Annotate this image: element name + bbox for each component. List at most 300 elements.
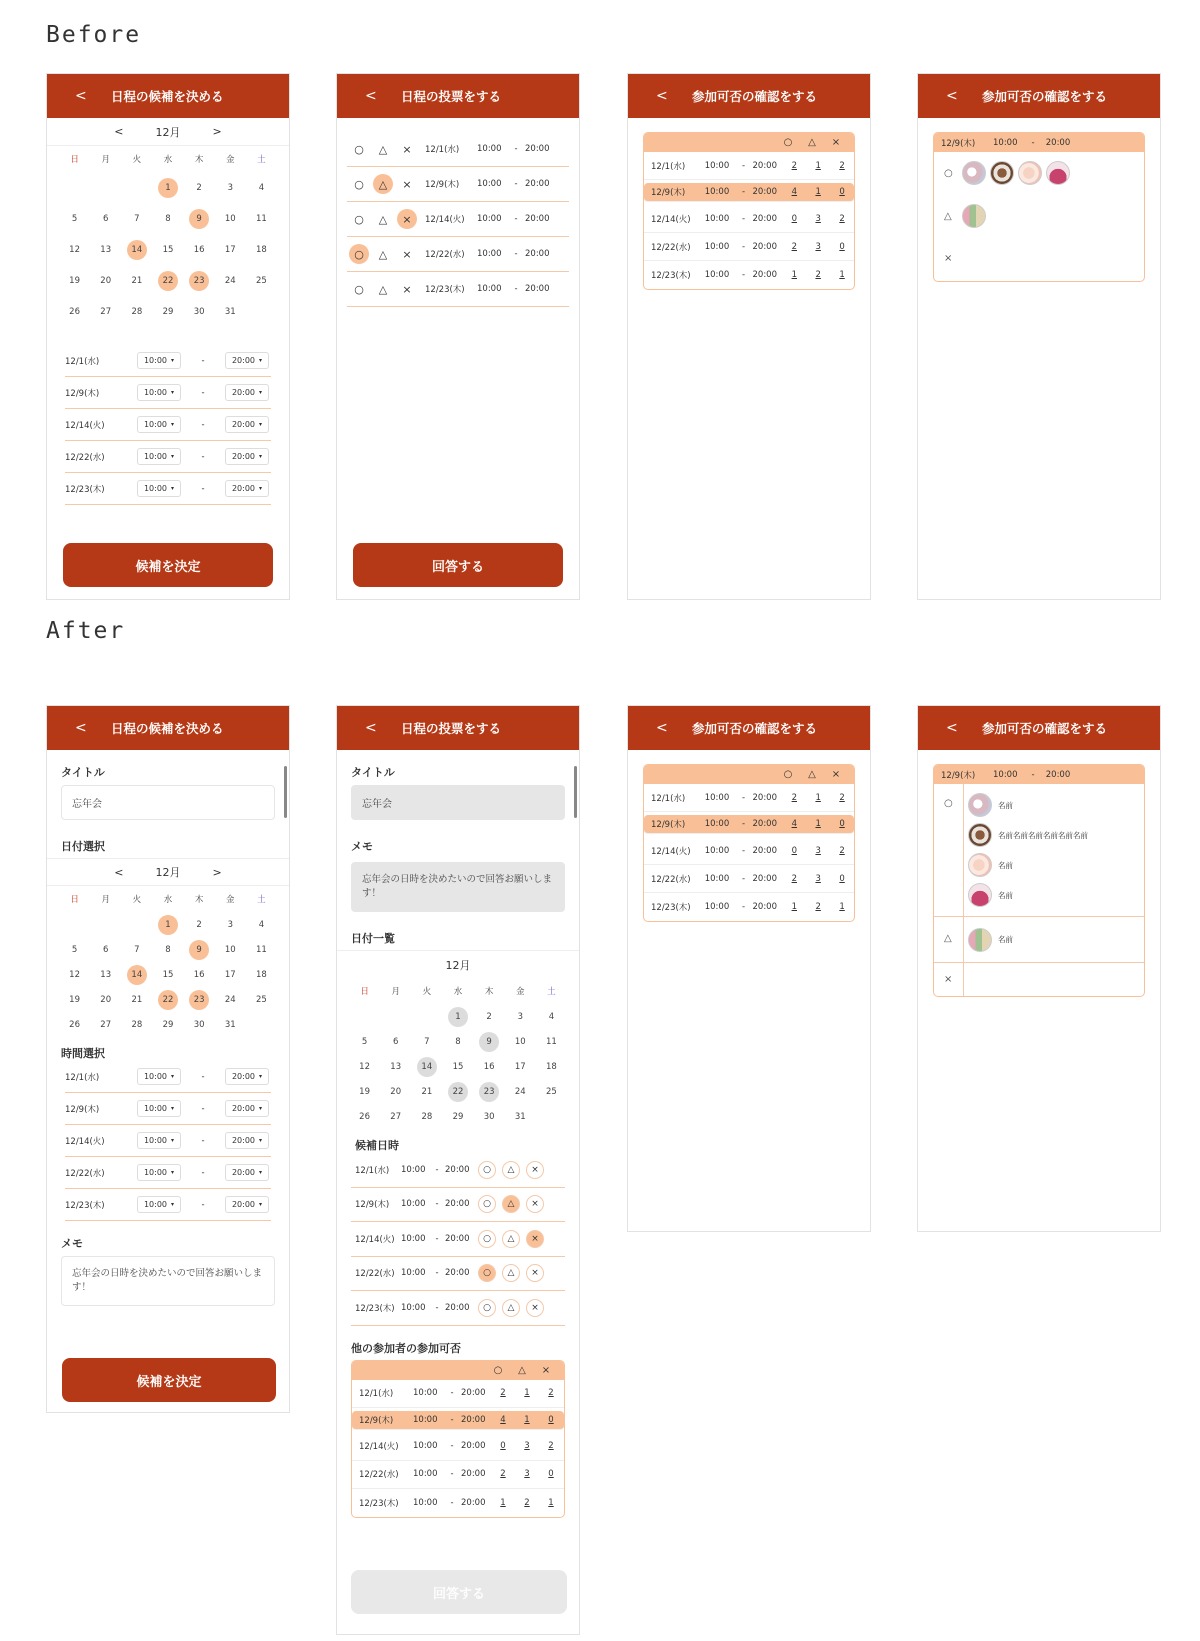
calendar-day[interactable]: 9 bbox=[184, 203, 215, 234]
ng-count[interactable]: 2 bbox=[548, 1441, 554, 1451]
vote-row bbox=[351, 1291, 565, 1326]
calendar-day[interactable]: 24 bbox=[224, 994, 236, 1005]
calendar-day[interactable]: 29 bbox=[452, 1111, 464, 1122]
ok-vote-button[interactable]: ○ bbox=[475, 1228, 499, 1250]
attendee bbox=[968, 820, 1088, 850]
end-time-select[interactable] bbox=[225, 1132, 269, 1149]
calendar-day[interactable]: 14 bbox=[411, 1054, 442, 1079]
ng-count[interactable]: 2 bbox=[839, 160, 845, 171]
calendar-day[interactable]: 7 bbox=[134, 944, 140, 955]
maybe-count[interactable]: 1 bbox=[815, 160, 821, 171]
start-time: 10:00 bbox=[704, 241, 730, 252]
after-check-screen bbox=[627, 705, 871, 1232]
calendar-day[interactable]: 7 bbox=[424, 1036, 430, 1047]
start-time-select[interactable] bbox=[137, 480, 181, 497]
calendar-day[interactable]: 26 bbox=[359, 1111, 370, 1122]
calendar-day[interactable]: 16 bbox=[483, 1061, 495, 1072]
start-time-select[interactable] bbox=[137, 352, 181, 369]
ok-vote-button[interactable]: ○ bbox=[354, 177, 364, 191]
calendar-day[interactable]: 21 bbox=[131, 275, 143, 286]
maybe-count[interactable]: 3 bbox=[815, 845, 821, 856]
calendar-day[interactable]: 3 bbox=[227, 919, 233, 930]
calendar-day[interactable]: 21 bbox=[421, 1086, 433, 1097]
ng-vote-button[interactable]: × bbox=[523, 1228, 547, 1250]
dash: - bbox=[450, 1388, 454, 1398]
dash: - bbox=[201, 1199, 205, 1210]
maybe-mark: △ bbox=[808, 769, 816, 780]
calendar-day[interactable]: 25 bbox=[546, 1086, 557, 1097]
start-time: 10:00 bbox=[704, 819, 730, 829]
avatar bbox=[962, 161, 986, 185]
time-select-label: 時間選択 bbox=[61, 1047, 105, 1060]
ng-count[interactable]: 1 bbox=[548, 1497, 554, 1508]
calendar-day[interactable]: 1 bbox=[152, 172, 183, 203]
calendar-day[interactable]: 16 bbox=[193, 969, 205, 980]
start-time-select[interactable] bbox=[137, 1164, 181, 1181]
ok-vote-button[interactable]: ○ bbox=[475, 1159, 499, 1181]
dash: - bbox=[201, 451, 205, 462]
dash: - bbox=[742, 160, 746, 171]
calendar-day[interactable]: 14 bbox=[121, 234, 152, 265]
end-time: 20:00 bbox=[461, 1497, 486, 1508]
calendar-day[interactable]: 6 bbox=[393, 1036, 399, 1047]
calendar-day[interactable]: 6 bbox=[103, 213, 109, 224]
row-date: 12/23(木) bbox=[355, 1303, 395, 1314]
calendar-day[interactable]: 8 bbox=[165, 944, 171, 955]
scrollbar[interactable] bbox=[284, 766, 287, 818]
calendar-day[interactable]: 22 bbox=[152, 987, 183, 1012]
vote-row bbox=[351, 1257, 565, 1292]
month-label: 12月 bbox=[155, 125, 181, 139]
avatar bbox=[968, 928, 992, 952]
start-time: 10:00 bbox=[413, 1388, 438, 1398]
end-time-select[interactable] bbox=[225, 416, 269, 433]
vote-row bbox=[351, 1153, 565, 1188]
start-time: 10:00 bbox=[993, 137, 1018, 148]
calendar-day[interactable]: 10 bbox=[514, 1036, 526, 1047]
memo-input[interactable]: 忘年会の日時を決めたいので回答お願いします！ bbox=[61, 1256, 275, 1306]
start-time-select[interactable] bbox=[137, 1132, 181, 1149]
row-date: 12/9(木) bbox=[65, 1104, 100, 1115]
dash: - bbox=[201, 387, 205, 398]
calendar-day[interactable]: 20 bbox=[390, 1086, 402, 1097]
maybe-vote-button[interactable]: △ bbox=[499, 1228, 523, 1250]
calendar-day[interactable]: 24 bbox=[224, 275, 236, 286]
chevron-left-icon[interactable]: < bbox=[75, 88, 87, 104]
calendar-day[interactable]: 12 bbox=[359, 1061, 370, 1072]
calendar-day[interactable]: 20 bbox=[100, 994, 112, 1005]
calendar-day[interactable]: 31 bbox=[224, 306, 236, 317]
calendar-day[interactable]: 5 bbox=[71, 213, 78, 224]
next-month-button[interactable]: > bbox=[212, 125, 222, 138]
calendar-day[interactable]: 4 bbox=[258, 919, 265, 930]
calendar-day[interactable]: 17 bbox=[224, 969, 236, 980]
calendar-day[interactable]: 19 bbox=[69, 275, 80, 286]
calendar-day[interactable]: 2 bbox=[486, 1011, 492, 1022]
end-time: 20:00 bbox=[1045, 137, 1071, 148]
maybe-vote-button[interactable]: △ bbox=[499, 1262, 523, 1284]
ok-count[interactable]: 2 bbox=[791, 241, 797, 252]
ng-vote-button[interactable]: × bbox=[523, 1159, 547, 1181]
ok-count[interactable]: 2 bbox=[791, 873, 797, 884]
maybe-count[interactable]: 2 bbox=[524, 1497, 530, 1508]
tally-row[interactable] bbox=[352, 1433, 564, 1461]
before-decide-screen bbox=[46, 73, 290, 600]
ok-count[interactable]: 2 bbox=[500, 1469, 506, 1479]
avatar bbox=[962, 204, 986, 228]
end-time-select[interactable] bbox=[225, 1164, 269, 1181]
calendar-day[interactable]: 29 bbox=[162, 306, 174, 317]
calendar-day[interactable]: 12 bbox=[69, 244, 80, 255]
start-time: 10:00 bbox=[413, 1441, 438, 1451]
calendar-day[interactable]: 1 bbox=[442, 1004, 473, 1029]
calendar-day[interactable]: 23 bbox=[184, 265, 215, 296]
start-time-select[interactable] bbox=[137, 384, 181, 401]
tally-row[interactable] bbox=[644, 893, 854, 921]
vote-row bbox=[347, 167, 569, 202]
dash: - bbox=[742, 792, 746, 803]
attendee bbox=[968, 880, 1088, 910]
calendar-day[interactable]: 16 bbox=[193, 244, 205, 255]
start-time-select[interactable] bbox=[137, 448, 181, 465]
maybe-count[interactable]: 3 bbox=[815, 213, 821, 224]
calendar-day[interactable]: 9 bbox=[184, 937, 215, 962]
calendar-day[interactable]: 17 bbox=[514, 1061, 526, 1072]
tally-row[interactable] bbox=[352, 1380, 564, 1408]
calendar-day[interactable]: 28 bbox=[131, 1019, 143, 1030]
calendar-day[interactable]: 5 bbox=[361, 1036, 368, 1047]
end-time-select[interactable] bbox=[225, 480, 269, 497]
row-date: 12/9(木) bbox=[651, 188, 686, 198]
calendar-day[interactable]: 13 bbox=[100, 244, 112, 255]
maybe-vote-button[interactable]: △ bbox=[378, 247, 388, 261]
ok-count[interactable]: 0 bbox=[791, 845, 797, 856]
ng-vote-button[interactable]: × bbox=[523, 1193, 547, 1215]
ok-row bbox=[934, 784, 1144, 917]
tally-row[interactable] bbox=[644, 837, 854, 865]
chevron-left-icon[interactable]: < bbox=[365, 88, 377, 104]
start-time-select[interactable] bbox=[137, 1100, 181, 1117]
end-time: 20:00 bbox=[461, 1469, 486, 1479]
row-date: 12/22(水) bbox=[425, 250, 465, 260]
chevron-left-icon[interactable]: < bbox=[946, 720, 958, 736]
ok-count[interactable]: 1 bbox=[791, 902, 797, 912]
ng-count[interactable]: 0 bbox=[839, 187, 845, 197]
scrollbar[interactable] bbox=[574, 766, 577, 818]
maybe-count[interactable]: 3 bbox=[524, 1441, 530, 1451]
calendar-day[interactable]: 28 bbox=[131, 306, 143, 317]
maybe-count[interactable]: 1 bbox=[815, 792, 821, 803]
row-date: 12/14(火) bbox=[65, 1136, 105, 1147]
avatar bbox=[968, 853, 992, 877]
ok-count[interactable]: 0 bbox=[791, 213, 797, 224]
calendar-day[interactable]: 7 bbox=[134, 213, 140, 224]
calendar-day[interactable]: 4 bbox=[258, 182, 265, 193]
chevron-left-icon[interactable]: < bbox=[656, 720, 668, 736]
start-time-value: 10:00 bbox=[143, 452, 168, 461]
row-date: 12/1(水) bbox=[355, 1165, 390, 1176]
next-month-button[interactable]: > bbox=[212, 865, 222, 879]
after-decide-screen bbox=[46, 705, 290, 1413]
ok-vote-button[interactable]: ○ bbox=[354, 212, 364, 226]
chevron-left-icon[interactable]: < bbox=[946, 88, 958, 104]
start-time: 10:00 bbox=[477, 284, 502, 294]
maybe-vote-button[interactable]: △ bbox=[378, 282, 388, 296]
ok-vote-button[interactable]: ○ bbox=[475, 1297, 499, 1319]
dash: - bbox=[742, 187, 746, 197]
calendar-day[interactable]: 15 bbox=[162, 244, 174, 255]
row-date: 12/9(木) bbox=[65, 388, 100, 399]
ng-count[interactable]: 2 bbox=[839, 845, 845, 856]
row-date: 12/9(木) bbox=[355, 1200, 390, 1211]
calendar-day[interactable]: 26 bbox=[69, 306, 80, 317]
ng-count[interactable]: 0 bbox=[548, 1469, 554, 1479]
start-time: 10:00 bbox=[704, 792, 730, 803]
calendar-day[interactable]: 6 bbox=[103, 944, 109, 955]
calendar-day[interactable]: 31 bbox=[514, 1111, 526, 1122]
vote-row bbox=[347, 272, 569, 307]
end-time-select[interactable] bbox=[225, 448, 269, 465]
ng-vote-button[interactable]: × bbox=[402, 177, 412, 191]
tally-row[interactable] bbox=[644, 865, 854, 893]
calendar-day[interactable]: 18 bbox=[256, 244, 267, 255]
calendar-day[interactable]: 11 bbox=[546, 1036, 557, 1047]
weekday-label: 月 bbox=[391, 987, 400, 997]
calendar-day[interactable]: 24 bbox=[514, 1086, 526, 1097]
calendar-day[interactable]: 1 bbox=[152, 912, 183, 937]
ok-row bbox=[934, 152, 1144, 194]
calendar-day[interactable]: 28 bbox=[421, 1111, 433, 1122]
decide-button[interactable]: 候補を決定 bbox=[62, 1358, 276, 1402]
calendar-day[interactable]: 22 bbox=[152, 265, 183, 296]
maybe-vote-button[interactable]: △ bbox=[499, 1159, 523, 1181]
ng-count[interactable]: 2 bbox=[548, 1388, 554, 1398]
ng-count[interactable]: 0 bbox=[839, 873, 845, 884]
end-time-select[interactable] bbox=[225, 1196, 269, 1213]
start-time-value: 10:00 bbox=[143, 1136, 168, 1145]
calendar-day[interactable]: 25 bbox=[256, 994, 267, 1005]
maybe-count[interactable]: 1 bbox=[815, 819, 821, 829]
tally-row[interactable] bbox=[644, 205, 854, 233]
app-header bbox=[337, 74, 579, 118]
start-time: 10:00 bbox=[704, 845, 730, 856]
ok-vote-button[interactable]: ○ bbox=[354, 142, 364, 156]
calendar-day[interactable]: 29 bbox=[162, 1019, 174, 1030]
prev-month-button[interactable]: < bbox=[114, 865, 124, 879]
start-time-select[interactable] bbox=[137, 1196, 181, 1213]
ok-count[interactable]: 0 bbox=[500, 1441, 506, 1451]
tally-row[interactable] bbox=[644, 183, 854, 202]
tally-header bbox=[644, 765, 854, 784]
ok-count[interactable]: 1 bbox=[791, 270, 797, 280]
calendar-day[interactable]: 20 bbox=[100, 275, 112, 286]
maybe-row bbox=[934, 194, 1144, 238]
start-time: 10:00 bbox=[477, 214, 502, 224]
page-title: 日程の投票をする bbox=[401, 89, 502, 104]
calendar-day[interactable]: 23 bbox=[474, 1079, 505, 1104]
calendar-day[interactable]: 10 bbox=[224, 213, 236, 224]
weekday-label: 土 bbox=[257, 155, 266, 165]
calendar-day[interactable]: 30 bbox=[193, 306, 205, 317]
prev-month-button[interactable]: < bbox=[114, 125, 124, 138]
tally-row[interactable] bbox=[352, 1489, 564, 1517]
maybe-count[interactable]: 1 bbox=[815, 187, 821, 197]
calendar-day[interactable]: 23 bbox=[184, 987, 215, 1012]
maybe-vote-button[interactable]: △ bbox=[378, 142, 388, 156]
tally-row[interactable] bbox=[352, 1411, 564, 1430]
ng-count[interactable]: 0 bbox=[839, 241, 845, 252]
maybe-count[interactable]: 2 bbox=[815, 902, 821, 912]
end-time-value: 20:00 bbox=[231, 388, 256, 397]
calendar-day[interactable]: 26 bbox=[69, 1019, 80, 1030]
end-time-select[interactable] bbox=[225, 352, 269, 369]
calendar-day[interactable]: 17 bbox=[224, 244, 236, 255]
ok-count[interactable]: 2 bbox=[500, 1388, 506, 1398]
row-date: 12/1(水) bbox=[651, 161, 686, 172]
title-input[interactable]: 忘年会 bbox=[61, 785, 275, 820]
calendar-day[interactable]: 12 bbox=[69, 969, 80, 980]
row-date: 12/14(火) bbox=[355, 1234, 395, 1245]
weekday-label: 日 bbox=[360, 987, 369, 997]
tally-row[interactable] bbox=[644, 152, 854, 180]
chevron-left-icon[interactable]: < bbox=[656, 88, 668, 104]
start-time: 10:00 bbox=[704, 902, 730, 912]
dash: - bbox=[742, 845, 746, 856]
ng-count[interactable]: 0 bbox=[548, 1414, 554, 1425]
ng-vote-button[interactable]: × bbox=[523, 1297, 547, 1319]
calendar-day[interactable]: 4 bbox=[548, 1011, 555, 1022]
maybe-vote-button[interactable]: △ bbox=[371, 173, 395, 195]
time-row bbox=[65, 377, 271, 409]
tally-row[interactable] bbox=[352, 1461, 564, 1489]
calendar-day[interactable]: 27 bbox=[100, 1019, 112, 1030]
row-date: 12/9(木) bbox=[651, 820, 686, 830]
calendar-day[interactable]: 3 bbox=[227, 182, 233, 193]
calendar-day[interactable]: 22 bbox=[442, 1079, 473, 1104]
calendar-day[interactable]: 13 bbox=[390, 1061, 402, 1072]
calendar-day[interactable]: 9 bbox=[474, 1029, 505, 1054]
attendee-name: 名前 bbox=[998, 800, 1013, 810]
ng-count[interactable]: 2 bbox=[839, 792, 845, 803]
row-date: 12/14(火) bbox=[359, 1442, 399, 1452]
ng-count[interactable]: 2 bbox=[839, 213, 845, 224]
calendar-day[interactable]: 3 bbox=[517, 1011, 523, 1022]
ok-vote-button[interactable]: ○ bbox=[475, 1193, 499, 1215]
calendar-day[interactable]: 8 bbox=[165, 213, 171, 224]
calendar-day[interactable]: 10 bbox=[224, 944, 236, 955]
app-header bbox=[337, 706, 579, 750]
ng-count[interactable]: 1 bbox=[839, 902, 845, 912]
maybe-vote-button[interactable]: △ bbox=[499, 1193, 523, 1215]
before-vote-screen bbox=[336, 73, 580, 600]
ok-count[interactable]: 2 bbox=[791, 160, 797, 171]
start-time: 10:00 bbox=[477, 144, 502, 154]
calendar-day[interactable]: 2 bbox=[196, 919, 202, 930]
maybe-count[interactable]: 1 bbox=[524, 1414, 530, 1425]
start-time-select[interactable] bbox=[137, 1068, 181, 1085]
ng-vote-button[interactable]: × bbox=[402, 142, 412, 156]
calendar-day[interactable]: 27 bbox=[100, 306, 112, 317]
ok-count[interactable]: 4 bbox=[500, 1414, 506, 1425]
maybe-count[interactable]: 2 bbox=[815, 270, 821, 280]
calendar-day[interactable]: 21 bbox=[131, 994, 143, 1005]
ok-count[interactable]: 4 bbox=[791, 187, 797, 197]
dash: - bbox=[742, 873, 746, 884]
start-time-value: 10:00 bbox=[143, 1200, 168, 1209]
decide-button[interactable]: 候補を決定 bbox=[63, 543, 273, 587]
calendar-day[interactable]: 15 bbox=[452, 1061, 464, 1072]
ok-vote-button[interactable]: ○ bbox=[354, 282, 364, 296]
end-time-select[interactable] bbox=[225, 1100, 269, 1117]
maybe-count[interactable]: 3 bbox=[815, 241, 821, 252]
ng-vote-button[interactable]: × bbox=[402, 247, 412, 261]
calendar-day[interactable]: 5 bbox=[71, 944, 78, 955]
tally-row[interactable] bbox=[644, 784, 854, 812]
calendar-day[interactable]: 13 bbox=[100, 969, 112, 980]
ng-count[interactable]: 1 bbox=[839, 270, 845, 280]
maybe-vote-button[interactable]: △ bbox=[378, 212, 388, 226]
calendar-day[interactable]: 27 bbox=[390, 1111, 402, 1122]
ok-count[interactable]: 2 bbox=[791, 792, 797, 803]
ng-vote-button[interactable]: × bbox=[523, 1262, 547, 1284]
vote-row bbox=[351, 1188, 565, 1223]
calendar-day[interactable]: 25 bbox=[256, 275, 267, 286]
start-time-select[interactable] bbox=[137, 416, 181, 433]
answer-button[interactable]: 回答する bbox=[353, 543, 563, 587]
calendar-day[interactable]: 19 bbox=[359, 1086, 370, 1097]
tally-row[interactable] bbox=[644, 233, 854, 261]
end-time-select[interactable] bbox=[225, 1068, 269, 1085]
calendar-day[interactable]: 2 bbox=[196, 182, 202, 193]
calendar-day[interactable]: 8 bbox=[455, 1036, 461, 1047]
detail-card bbox=[933, 132, 1145, 282]
maybe-count[interactable]: 3 bbox=[815, 873, 821, 884]
ok-vote-button[interactable]: ○ bbox=[347, 243, 371, 265]
chevron-left-icon[interactable]: < bbox=[75, 720, 87, 736]
dash: - bbox=[742, 213, 746, 224]
maybe-count[interactable]: 1 bbox=[524, 1388, 530, 1398]
start-time-value: 10:00 bbox=[143, 1104, 168, 1113]
tally-table bbox=[351, 1360, 565, 1518]
ok-count[interactable]: 4 bbox=[791, 819, 797, 829]
maybe-count[interactable]: 3 bbox=[524, 1469, 530, 1479]
end-time-select[interactable] bbox=[225, 384, 269, 401]
calendar-day[interactable]: 11 bbox=[256, 944, 267, 955]
ng-vote-button[interactable]: × bbox=[402, 282, 412, 296]
chevron-left-icon[interactable]: < bbox=[365, 720, 377, 736]
calendar-day[interactable]: 11 bbox=[256, 213, 267, 224]
calendar-day[interactable]: 19 bbox=[69, 994, 80, 1005]
calendar-day[interactable]: 30 bbox=[483, 1111, 495, 1122]
tally-row[interactable] bbox=[644, 815, 854, 834]
answer-button-disabled[interactable]: 回答する bbox=[351, 1570, 567, 1614]
maybe-vote-button[interactable]: △ bbox=[499, 1297, 523, 1319]
calendar-day[interactable]: 18 bbox=[256, 969, 267, 980]
calendar-day[interactable]: 18 bbox=[546, 1061, 557, 1072]
ok-vote-button[interactable]: ○ bbox=[475, 1262, 499, 1284]
ng-count[interactable]: 0 bbox=[839, 819, 845, 829]
calendar-day[interactable]: 30 bbox=[193, 1019, 205, 1030]
month-label: 12月 bbox=[155, 866, 181, 879]
ng-vote-button[interactable]: × bbox=[395, 208, 419, 230]
calendar-day[interactable]: 15 bbox=[162, 969, 174, 980]
calendar-day[interactable]: 31 bbox=[224, 1019, 236, 1030]
ok-count[interactable]: 1 bbox=[500, 1497, 506, 1508]
ok-attendees bbox=[964, 784, 1088, 916]
tally-row[interactable] bbox=[644, 261, 854, 289]
time-row bbox=[65, 1189, 271, 1221]
calendar-day[interactable]: 14 bbox=[121, 962, 152, 987]
